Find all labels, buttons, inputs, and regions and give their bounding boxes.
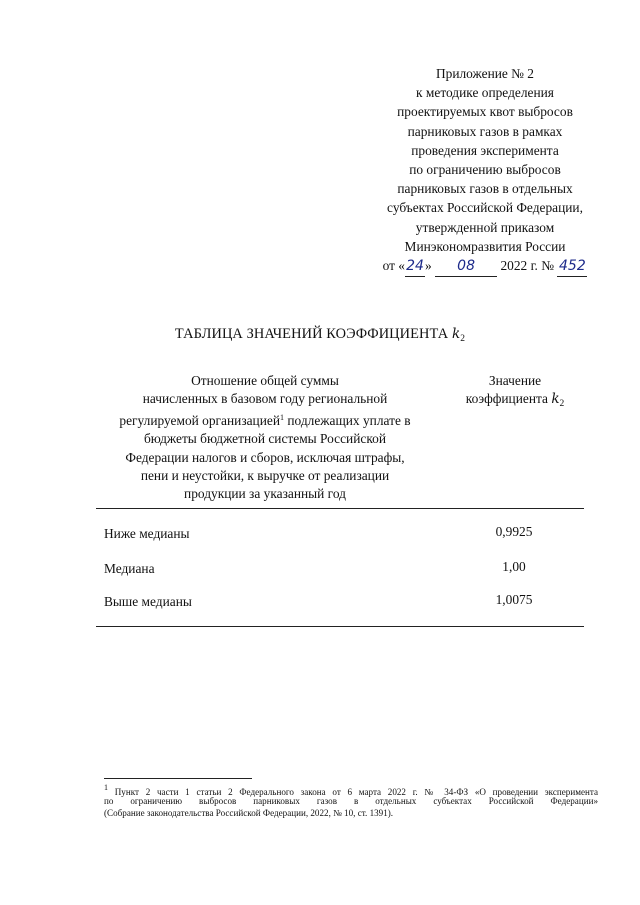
- header-line: начисленных в базовом году региональной: [142, 391, 388, 407]
- footnote-line: по ограничению выбросов парниковых газов в отдельных субъектах Российской Федерации»: [104, 795, 598, 806]
- header-line-part: регулируемой организацией: [119, 412, 280, 428]
- appendix-line: утвержденной приказом: [415, 219, 555, 235]
- number-field: [557, 256, 587, 277]
- month-field: [435, 256, 497, 277]
- footnote-separator: [104, 778, 252, 779]
- footnote-line: (Собрание законодательства Российской Федерации, 2022, № 10, ст. 1391).: [104, 808, 394, 819]
- handwritten-day: 24: [406, 258, 424, 275]
- footnote-text: Пункт 2 части 1 статьи 2 Федерального закона от 6 марта 2022 г. № 34-ФЗ «О проведении эксперимента: [108, 787, 598, 797]
- header-line: [90, 409, 440, 430]
- appendix-line: парниковых газов в отдельных: [397, 181, 573, 197]
- appendix-line: по ограничению выбросов: [409, 162, 561, 178]
- appendix-line: Приложение № 2: [435, 66, 535, 81]
- column-header-value: [440, 372, 590, 414]
- footnote: [104, 782, 598, 820]
- row-value: 1,00: [502, 559, 526, 574]
- table-top-rule: [96, 508, 584, 509]
- order-date-line: [350, 256, 620, 277]
- appendix-line: проектируемых квот выбросов: [397, 104, 573, 120]
- footnote-line: [104, 782, 598, 795]
- header-line: пени и неустойки, к выручке от реализации: [140, 468, 390, 484]
- title-text: ТАБЛИЦА ЗНАЧЕНИЙ КОЭФФИЦИЕНТА: [174, 326, 449, 342]
- row-label: Выше медианы: [104, 594, 192, 609]
- table-row: [104, 526, 544, 546]
- row-label: Медиана: [104, 561, 155, 576]
- table-bottom-rule: [96, 626, 584, 627]
- table-row: [104, 561, 544, 581]
- header-line-part: подлежащих уплате в: [284, 412, 411, 428]
- appendix-line: проведения эксперимента: [411, 142, 559, 158]
- header-line: Отношение общей суммы: [191, 373, 339, 388]
- header-coefficient-sub: 2: [559, 399, 565, 410]
- row-value: 0,9925: [495, 524, 533, 539]
- footnote-mark: 1: [104, 783, 108, 792]
- appendix-header: [350, 64, 620, 277]
- title-coefficient-sub: 2: [460, 334, 466, 344]
- handwritten-number: 452: [559, 258, 586, 275]
- table-row: [104, 594, 544, 614]
- year-text: 2022 г. №: [500, 258, 555, 274]
- header-coefficient: k: [551, 391, 560, 408]
- header-line: продукции за указанный год: [184, 486, 346, 502]
- appendix-line: Минэкономразвития России: [404, 238, 566, 254]
- header-line-part: коэффициента: [465, 391, 548, 407]
- header-line: бюджеты бюджетной системы Российской: [143, 431, 387, 447]
- row-value: 1,0075: [495, 592, 533, 607]
- day-field: [405, 256, 425, 277]
- date-prefix: от «: [382, 258, 406, 274]
- appendix-line: парниковых газов в рамках: [407, 123, 563, 139]
- table-title: [0, 326, 640, 344]
- header-line: Федерации налогов и сборов, исключая штрафы,: [125, 449, 405, 465]
- header-line: [440, 390, 590, 413]
- row-label: Ниже медианы: [104, 526, 190, 541]
- date-mid: »: [425, 258, 432, 274]
- header-line: Значение: [488, 373, 542, 388]
- footnote-ref: 1: [280, 412, 284, 422]
- handwritten-month: 08: [457, 258, 475, 275]
- title-coefficient: k: [451, 326, 461, 342]
- appendix-line: к методике определения: [416, 85, 554, 101]
- appendix-line: субъектах Российской Федерации,: [387, 200, 583, 216]
- column-header-ratio: [90, 372, 440, 504]
